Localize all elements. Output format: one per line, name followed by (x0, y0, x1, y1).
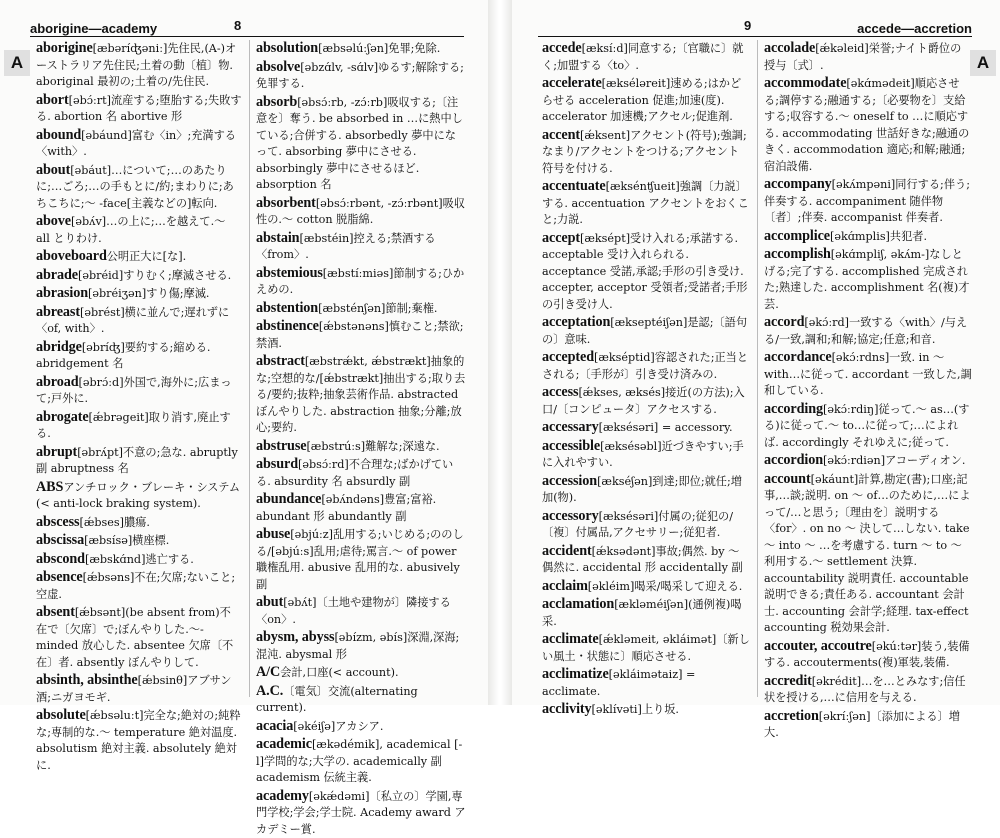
dictionary-entry (36, 127, 242, 161)
dictionary-entry (256, 594, 466, 628)
dictionary-entry (542, 127, 750, 178)
dictionary-entry (764, 471, 972, 637)
definition: [æbsəlúːʃən]免罪;免除. (318, 42, 440, 55)
headword: acceptation (542, 314, 610, 330)
headword: account (764, 471, 811, 487)
guide-words-left: aborigine—academy (30, 21, 157, 36)
definition: [æbstíːmiəs]節制する;ひかえめの. (256, 267, 464, 297)
headword: abrogate (36, 409, 89, 425)
headword: absinth, absinthe (36, 672, 138, 688)
dictionary-entry (256, 40, 466, 58)
definition: [ækseptéiʃən]是認;〔語句の〕意味. (542, 316, 747, 346)
headword: accelerate (542, 75, 602, 91)
headword: absence (36, 569, 83, 585)
dictionary-entry (542, 438, 750, 472)
headword: accolade (764, 40, 815, 56)
headword: abscond (36, 551, 85, 567)
definition: [əbɔ́ːrt]流産する;堕胎する;失敗する. abortion 名 abortive 形 (36, 94, 242, 124)
dictionary-entry (542, 596, 750, 630)
dictionary-entry (36, 374, 242, 408)
dictionary-entry (36, 532, 242, 550)
definition: [əbsɔ́ːrb, -zɔ́ːrb]吸収する;〔注意を〕奪う. be absorbed in …に熱中している;合併する. absorbedly 夢中になって. absorbing 夢中にさせる. absorbingly 夢中にさせるほど. absorption 名 (256, 96, 463, 192)
headword: acclivity (542, 701, 592, 717)
definition: [əkʌ́mpəni]同行する;伴う;伴奏する. accompaniment 随伴物〔者〕;伴奏. accompanist 伴奏者. (764, 178, 970, 224)
dictionary-entry (36, 339, 242, 373)
definition: [əbsɔ́ːrd]不合理な;ばかげている. absurdity 名 absurdly 副 (256, 458, 453, 488)
headword: accept (542, 230, 580, 246)
running-head-right (538, 18, 972, 37)
definition: [ǽkəleid]栄誉;ナイト爵位の授与〔式〕. (764, 42, 961, 72)
dictionary-entry (764, 638, 972, 672)
headword: accretion (764, 708, 819, 724)
definition: [æbstrǽkt, ǽbstrækt]抽象的な;空想的な/[ǽbstrækt]抽出する;取り去る/要約;抜粋;抽象芸術作品. abstracted ぼんやりした. abstraction 抽象;分離;放心;要約. (256, 355, 465, 434)
definition: [əkɑ́mədeit]順応させる;調停する;融通する;〔必要物を〕支給する;収容する.～ oneself to …に順応する. accommodating 世話好きな;融通のきく. accommodation 適応;和解;融通;宿泊設備. (764, 77, 969, 173)
headword: abstention (256, 300, 318, 316)
headword: accessible (542, 438, 600, 454)
definition: [əkɔ́ːrdiən]アコーディオン. (823, 454, 966, 467)
guide-words-right: accede—accretion (857, 21, 972, 36)
dictionary-entry (542, 230, 750, 314)
headword: accordance (764, 349, 832, 365)
definition: [əbrést]横に並んで;遅れずに〈of, with〉. (36, 306, 229, 336)
dictionary-entry (542, 75, 750, 126)
dictionary-entry (36, 707, 242, 774)
headword: absurd (256, 456, 298, 472)
headword: absorbent (256, 195, 316, 211)
definition: [æksélәreit]速める;はかどらせる acceleration 促進;加速(度). accelerator 加速機;アクセル;促進剤. (542, 77, 741, 123)
dictionary-entry (542, 419, 750, 437)
dictionary-entry (542, 314, 750, 348)
headword: acclimate (542, 631, 599, 647)
dictionary-entry (764, 673, 972, 707)
headword: ABS (36, 479, 63, 495)
dictionary-entry (256, 629, 466, 663)
headword: accredit (764, 673, 812, 689)
headword: accessory (542, 508, 599, 524)
dictionary-entry (542, 384, 750, 418)
dictionary-entry (36, 409, 242, 443)
book-gutter (488, 0, 512, 705)
dictionary-entry (764, 40, 972, 74)
left-column-2 (256, 40, 466, 699)
headword: academic (256, 736, 312, 752)
headword: abstract (256, 353, 305, 369)
headword: aborigine (36, 40, 93, 56)
dictionary-entry (36, 672, 242, 706)
dictionary-entry (36, 444, 242, 478)
dictionary-entry (256, 300, 466, 318)
definition: [əbáund]富む〈in〉;充満する〈with〉. (36, 129, 236, 159)
dictionary-entry (764, 452, 972, 470)
dictionary-entry (256, 788, 466, 838)
definition: [ǽkses, æksés]接近(の方法);入口/〔コンピュータ〕アクセスする. (542, 386, 745, 416)
definition: [ǽbses]膿瘍. (79, 516, 149, 529)
dictionary-entry (764, 228, 972, 246)
definition: [æksésəbl]近づきやすい;手に入れやすい. (542, 440, 744, 470)
headword: acclimatize (542, 666, 609, 682)
headword: accommodate (764, 75, 846, 91)
definition: [əkɔ́ːrdns]一致. in ～ with…に従って. accordant 一致した,調和している. (764, 351, 972, 397)
headword: accouter, accoutre (764, 638, 872, 654)
page-number-right: 9 (744, 18, 751, 33)
headword: accompany (764, 176, 832, 192)
dictionary-entry (36, 248, 242, 266)
dictionary-entry (542, 349, 750, 383)
definition: [əbízm, əbís]深淵,深海;混沌. abysmal 形 (256, 631, 459, 661)
dictionary-entry (542, 578, 750, 596)
page-number-left: 8 (234, 18, 241, 33)
column-divider (249, 40, 250, 697)
headword: accentuate (542, 178, 606, 194)
headword: accent (542, 127, 580, 143)
definition: [æbstrúːs]難解な;深遠な. (306, 440, 439, 453)
headword: absorb (256, 94, 297, 110)
definition: 会計,口座(< account). (280, 666, 398, 679)
definition: [æksíːd]同意する;〔官職に〕就く;加盟する〈to〉. (542, 42, 744, 72)
definition: [əkéiʃə]アカシア. (293, 720, 383, 733)
definition: [æbəríʤəniː]先住民,(A-)オーストラリア先住民;土着の動〔植〕物. aboriginal 最初の;土着の/先住民. (36, 42, 236, 88)
definition: [əbʌ́t]〔土地や建物が〕隣接する〈on〉. (256, 596, 451, 626)
right-column-1 (542, 40, 750, 699)
letter-tab-right[interactable]: A (970, 50, 996, 76)
definition: [əbzɑ́lv, -sɑ́lv]ゆるす;解除する;免罪する. (256, 61, 464, 91)
headword: accession (542, 473, 597, 489)
dictionary-entry (764, 176, 972, 227)
headword: abundance (256, 491, 321, 507)
definition: [əkríːʃən]〔添加による〕増大. (764, 710, 960, 740)
definition: [əkɑ́mpliʃ, əkʌ́m-]なしとげる;完了する. accomplished 完成された;熟達した. accomplishment 名(複)才芸. (764, 248, 969, 311)
headword: absolve (256, 59, 300, 75)
headword: accomplish (764, 246, 831, 262)
definition: [əklívəti]上り坂. (592, 703, 679, 716)
letter-tab-left[interactable]: A (4, 50, 30, 76)
definition: [əkɑ́mplis]共犯者. (830, 230, 927, 243)
definition: [æbsísə]横座標. (84, 534, 169, 547)
dictionary-entry (764, 708, 972, 742)
headword: abscess (36, 514, 79, 530)
definition: [ǽksent]アクセント(符号);強調;なまり/アクセントをつける;アクセント符号を付ける. (542, 129, 747, 175)
definition: [æbsténʃən]節制;棄権. (318, 302, 437, 315)
dictionary-entry (256, 736, 466, 787)
dictionary-entry (542, 666, 750, 700)
definition: [ækədémik], academical [-l]学問的な;大学の. academically 副 academism 伝統主義. (256, 738, 462, 784)
dictionary-entry (256, 94, 466, 194)
left-page (0, 0, 488, 705)
definition: [əbríʤ]要約する;縮める. abridgement 名 (36, 341, 210, 371)
dictionary-entry (764, 314, 972, 348)
definition: [əbʌ́v]…の上に;…を越えて.～ all とりわけ. (36, 215, 225, 245)
headword: acclamation (542, 596, 614, 612)
headword: abrasion (36, 285, 88, 301)
headword: absolution (256, 40, 318, 56)
dictionary-entry (36, 40, 242, 91)
dictionary-entry (764, 246, 972, 313)
definition: [əkléim]喝采/喝采して迎える. (588, 580, 743, 593)
dictionary-entry (256, 353, 466, 437)
headword: A/C (256, 664, 280, 680)
headword: accede (542, 40, 582, 56)
dictionary-entry (36, 604, 242, 671)
definition: [æbstéin]控える;禁酒する〈from〉. (256, 232, 436, 262)
definition: [əkǽdəmi]〔私立の〕学園,専門学校;学会;学士院. Academy award アカデミー賞. (256, 790, 466, 836)
headword: absent (36, 604, 75, 620)
definition: [ǽbsəns]不在;欠席;ないこと;空虚. (36, 571, 235, 601)
dictionary-entry (542, 508, 750, 542)
headword: accordion (764, 452, 823, 468)
dictionary-entry (256, 265, 466, 299)
headword: acclaim (542, 578, 588, 594)
headword: abut (256, 594, 283, 610)
headword: abrade (36, 267, 78, 283)
dictionary-entry (36, 514, 242, 532)
definition: [ǽbsənt](be absent from)不在で〔欠席〕で;ぼんやりした.～-minded 放心した. absentee 欠席〔不在〕者. absently ぼんやりして. (36, 606, 233, 669)
headword: above (36, 213, 71, 229)
dictionary-entry (764, 401, 972, 452)
definition: [ǽbstənəns]慎むこと;禁欲;禁酒. (256, 320, 464, 350)
definition: [əbʌ́ndəns]豊富;富裕. abundant 形 abundantly 副 (256, 493, 436, 523)
dictionary-entry (36, 92, 242, 126)
right-column-2 (764, 40, 972, 699)
dictionary-entry (542, 40, 750, 74)
dictionary-entry (36, 285, 242, 303)
dictionary-entry (36, 162, 242, 213)
definition: [əkláimətaiz] = acclimate. (542, 668, 695, 698)
right-page (512, 0, 1000, 705)
headword: abrupt (36, 444, 77, 460)
definition: [ǽbrəgeit]取り消す,廃止する. (36, 411, 231, 441)
dictionary-entry (36, 267, 242, 285)
dictionary-entry (36, 213, 242, 247)
headword: according (764, 401, 823, 417)
dictionary-entry (36, 551, 242, 569)
headword: accident (542, 543, 592, 559)
definition: [æksénʧueit]強調〔力説〕する. accentuation アクセントをおくこと;力説. (542, 180, 749, 226)
definition: [æksépt]受け入れる;承諾する. acceptable 受け入れられる. acceptance 受諾,承認;手形の引き受け. accepter, acceptor 受領者;受諾者;手形の引き受け人. (542, 232, 748, 311)
definition: [ǽbsəluːt]完全な;絶対の;純粋な;専制的な.～ temperature 絶対温度. absolutism 絶対主義. absolutely 絶対に. (36, 709, 241, 772)
definition: [əbjúːz]乱用する;いじめる;ののしる/[əbjúːs]乱用;虐待;罵言.～ of power 職権乱用. abusive 乱用的な. abusively 副 (256, 528, 464, 591)
headword: access (542, 384, 578, 400)
headword: abridge (36, 339, 82, 355)
dictionary-entry (256, 318, 466, 352)
headword: absolute (36, 707, 86, 723)
definition: [əbréiʒən]すり傷;摩滅. (88, 287, 209, 300)
definition: [əkáunt]計算,勘定(書);口座;記事,…談;説明. on ～ of…のために,…によって/…と思う;〔理由を〕説明する〈for〉. on no ～ 決して…しない. take ～ into ～ …を考慮する. turn ～ to ～ 利用する.～ settlement 決算. accountability 説明責任. accountable 説明できる;責任ある. accountant 会計士. accounting 会計学;経理. tax-effect accounting 税効果会計. (764, 473, 971, 635)
headword: abstemious (256, 265, 323, 281)
dictionary-entry (542, 543, 750, 577)
headword: abstruse (256, 438, 306, 454)
dictionary-entry (256, 718, 466, 736)
headword: abort (36, 92, 69, 108)
column-divider (757, 40, 758, 697)
headword: abound (36, 127, 81, 143)
dictionary-entry (256, 230, 466, 264)
headword: A.C. (256, 683, 283, 699)
definition: [əbrʌ́pt]不意の;急な. abruptly 副 abruptness 名 (36, 446, 238, 476)
headword: abscissa (36, 532, 84, 548)
headword: abstinence (256, 318, 319, 334)
definition: [ækləméiʃən](通例複)喝采. (542, 598, 742, 628)
definition: 公明正大に[な]. (107, 250, 186, 263)
dictionary-entry (256, 683, 466, 717)
headword: abysm, abyss (256, 629, 334, 645)
definition: [ǽbsinθ]アブサン酒;ニガヨモギ. (36, 674, 231, 704)
headword: accessary (542, 419, 599, 435)
dictionary-entry (764, 349, 972, 400)
definition: アンチロック・ブレーキ・システム(< anti-lock braking system). (36, 481, 240, 511)
headword: abreast (36, 304, 80, 320)
headword: abstain (256, 230, 299, 246)
definition: [ækséptid]容認された;正当とされる;〔手形が〕引き受け済みの. (542, 351, 748, 381)
dictionary-entry (256, 195, 466, 229)
headword: abuse (256, 526, 290, 542)
headword: academy (256, 788, 309, 804)
definition: [əkúːtər]装う,装備する. accouterments(複)軍装,装備. (764, 640, 970, 670)
dictionary-entry (256, 664, 466, 682)
dictionary-entry (764, 75, 972, 175)
definition: [ǽkləmeit, əkláimət]〔新しい風土・状態に〕順応させる. (542, 633, 750, 663)
headword: accepted (542, 349, 594, 365)
dictionary-entry (256, 491, 466, 525)
dictionary-entry (256, 526, 466, 593)
definition: [æbskɑ́nd]逃亡する. (85, 553, 194, 566)
headword: about (36, 162, 70, 178)
definition: [əkɔ́ːrd]一致する〈with〉/与える/一致,調和;和解;協定;任意;和音. (764, 316, 967, 346)
definition: [ǽksədənt]事故;偶然. by ～ 偶然に. accidental 形 accidentally 副 (542, 545, 743, 575)
definition: [əbréid]すりむく;摩滅させる. (78, 269, 231, 282)
dictionary-entry (36, 304, 242, 338)
definition: [ækséʃən]到達;即位;就任;増加(物). (542, 475, 742, 505)
dictionary-entry (36, 569, 242, 603)
dictionary-entry (256, 438, 466, 456)
dictionary-entry (256, 59, 466, 93)
definition: [əkɔ́ːrdiŋ]従って.～ as…(する)に従って.～ to…に従って;…によれば. accordingly それゆえに;従って. (764, 403, 969, 449)
definition: [əbáut]…について;…のあたりに;…ごろ;…の手もとに/約;まわりに;あちこちに;～ -face[主義などの]転向. (36, 164, 234, 210)
definition: 〔電気〕交流(alternating current). (256, 685, 418, 715)
definition: [əkrédit]…を…とみなす;信任状を授ける,…に信用を与える. (764, 675, 966, 705)
definition: [əbrɔ́ːd]外国で,海外に;広まって;戸外に. (36, 376, 232, 406)
headword: accomplice (764, 228, 830, 244)
definition: [əbsɔ́ːrbənt, -zɔ́ːrbənt]吸収性の.～ cotton 脱脂綿. (256, 197, 465, 227)
dictionary-entry (542, 473, 750, 507)
headword: acacia (256, 718, 293, 734)
definition: [æksésəri] = accessory. (599, 421, 733, 434)
dictionary-entry (36, 479, 242, 513)
dictionary-entry (542, 631, 750, 665)
headword: aboveboard (36, 248, 107, 264)
headword: abroad (36, 374, 79, 390)
left-column-1 (36, 40, 242, 699)
headword: accord (764, 314, 804, 330)
dictionary-entry (256, 456, 466, 490)
definition: [æksésəri]付属の;従犯の/〔複〕付属品,アクセサリー;従犯者. (542, 510, 733, 540)
dictionary-entry (542, 701, 750, 719)
running-head-left (30, 18, 464, 37)
dictionary-entry (542, 178, 750, 229)
